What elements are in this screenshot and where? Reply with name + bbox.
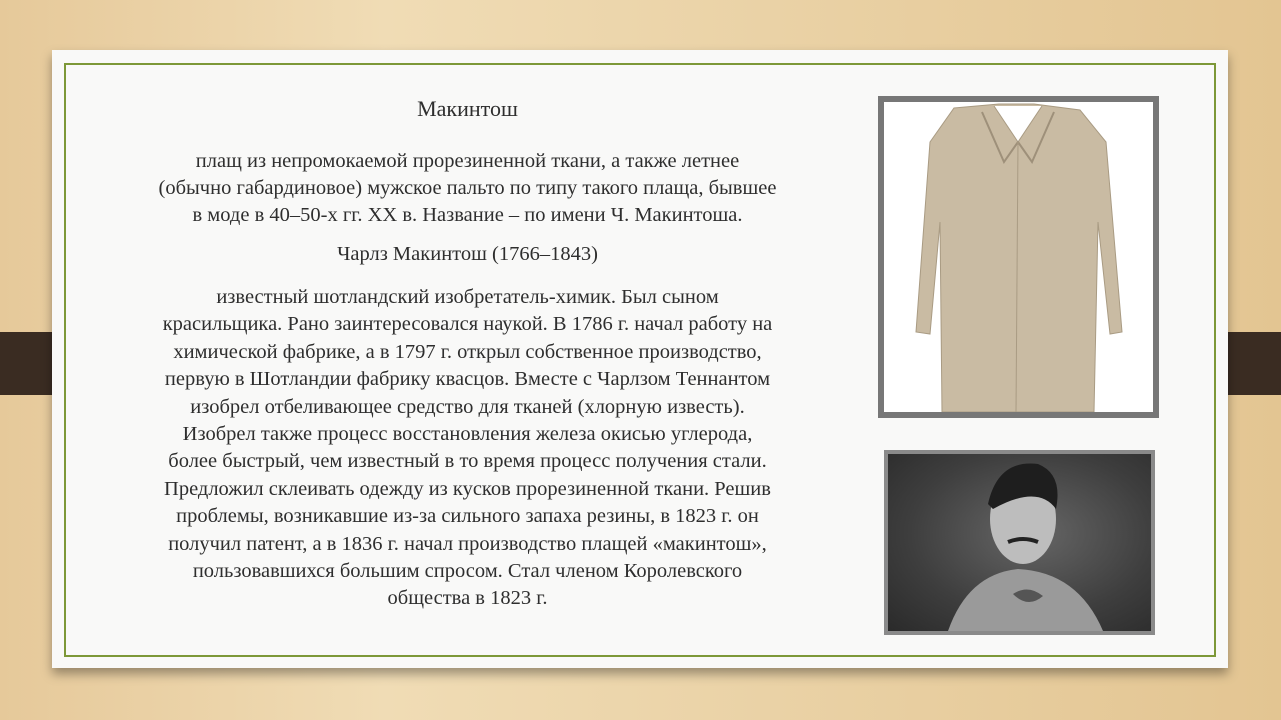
bio-line: более быстрый, чем известный в то время процесс получения стали. [168,450,767,473]
coat-image [878,96,1159,418]
bio-line: проблемы, возникавшие из-за сильного запаха резины, в 1823 г. он [176,505,759,528]
bio-line: получил патент, а в 1836 г. начал производство плащей «макинтош», [168,532,767,555]
subtitle: Чарлз Макинтош (1766–1843) [337,243,598,265]
bio-line: известный шотландский изобретатель-химик. Был сыном [216,286,719,308]
definition-line: в моде в 40–50-х гг. XX в. Название – по имени Ч. Макинтоша. [192,204,743,226]
slide-title: Макинтош [417,96,518,121]
bio-line: общества в 1823 г. [387,587,548,610]
portrait-photo [884,450,1155,635]
definition-line: плащ из непромокаемой прорезиненной ткани, а также летнее [195,150,740,172]
bio-line: Изобрел также процесс восстановления железа окисью углерода, [182,423,753,446]
biography [115,284,820,613]
bio-line: химической фабрике, а в 1797 г. открыл собственное производство, [173,340,762,363]
bio-line: Предложил склеивать одежду из кусков прорезиненной ткани. Решив [164,477,771,500]
bio-line: пользовавшихся большим спросом. Стал членом Королевского [192,560,743,583]
definition [115,148,820,229]
definition-line: (обычно габардиновое) мужское пальто по типу такого плаща, бывшее [158,177,777,199]
bio-line: изобрел отбеливающее средство для тканей (хлорную известь). [190,395,745,418]
bio-line: первую в Шотландии фабрику квасцов. Вместе с Чарлзом Теннантом [164,368,771,391]
bio-line: красильщика. Рано заинтересовался наукой. В 1786 г. начал работу на [162,313,773,336]
